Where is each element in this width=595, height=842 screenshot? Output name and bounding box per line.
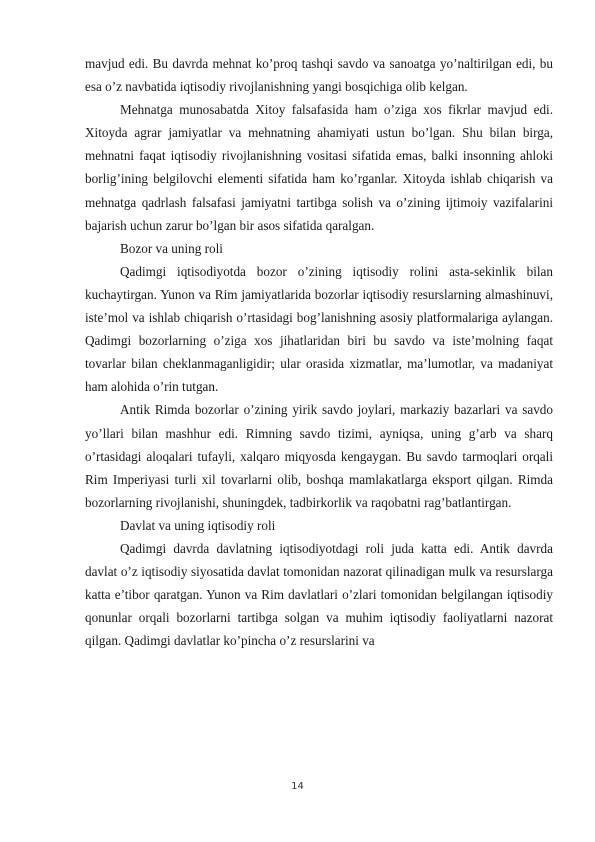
- paragraph-ancient-markets: Qadimgi iqtisodiyotda bozor o’zining iqtisodiy rolini asta-sekinlik bilan kuchaytirgan. Yunon va Rim jamiyatlarida bozorlar iqtisodiy resurslarning almashinuvi, iste’mol va ishlab chiqarish o’rtasidagi bog’lanishning asosiy platformalariga aylangan. Qadimgi bozorlarning o’ziga xos jihatlaridan biri bu savdo va iste’molning faqat tovarlar bilan cheklanmaganligidir; ular orasida xizmatlar, ma’lumotlar, va madaniyat ham alohida o’rin tutgan.: [85, 263, 553, 395]
- page-number: 14: [291, 781, 304, 792]
- section-heading-market: Bozor va uning roli: [120, 240, 223, 256]
- paragraph-roman-markets: Antik Rimda bozorlar o’zining yirik savdo joylari, markaziy bazarlari va savdo yo’llari bilan mashhur edi. Rimning savdo tizimi, ayniqsa, uning g’arb va sharq o’rtasidagi aloqalari tufayli, xalqaro miqyosda kengaygan. Bu savdo tarmoqlari orqali Rim Imperiyasi turli xil tovarlarni olib, boshqa mamlakatlarga eksport qilgan. Rimda bozorlarning rivojlanishi, shuningdek, tadbirkorlik va raqobatni rag’batlantirgan.: [85, 402, 553, 510]
- body-text: [85, 52, 553, 652]
- paragraph-chinese-philosophy: Mehnatga munosabatda Xitoy falsafasida ham o’ziga xos fikrlar mavjud edi. Xitoyda agrar jamiyatlar va mehnatning ahamiyati ustun bo’lgan. Shu bilan birga, mehnatni faqat iqtisodiy rivojlanishning vositasi sifatida emas, balki insonning ahloki borlig’ining belgilovchi elementi sifatida ham ko’rganlar. Xitoyda ishlab chiqarish va mehnatga qadrlash falsafasi jamiyatni tartibga solish va o’zining ijtimoiy vazifalarini bajarish uchun zarur bo’lgan bir asos sifatida qaralgan.: [85, 102, 553, 233]
- paragraph-continuation: mavjud edi. Bu davrda mehnat ko’proq tashqi savdo va sanoatga yo’naltirilgan edi, bu esa o’z navbatida iqtisodiy rivojlanishning yangi bosqichiga olib kelgan.: [85, 56, 553, 95]
- section-heading-state: Davlat va uning iqtisodiy roli: [120, 517, 276, 533]
- paragraph-state-role: Qadimgi davrda davlatning iqtisodiyotdagi roli juda katta edi. Antik davrda davlat o’z iqtisodiy siyosatida davlat tomonidan nazorat qilinadigan mulk va resurslarga katta e’tibor qaratgan. Yunon va Rim davlatlari o’zlari tomonidan belgilangan iqtisodiy qonunlar orqali bozorlarni tartibga solgan va muhim iqtisodiy faoliyatlarni nazorat qilgan. Qadimgi davlatlar ko’pincha o’z resurslarini va: [85, 540, 553, 649]
